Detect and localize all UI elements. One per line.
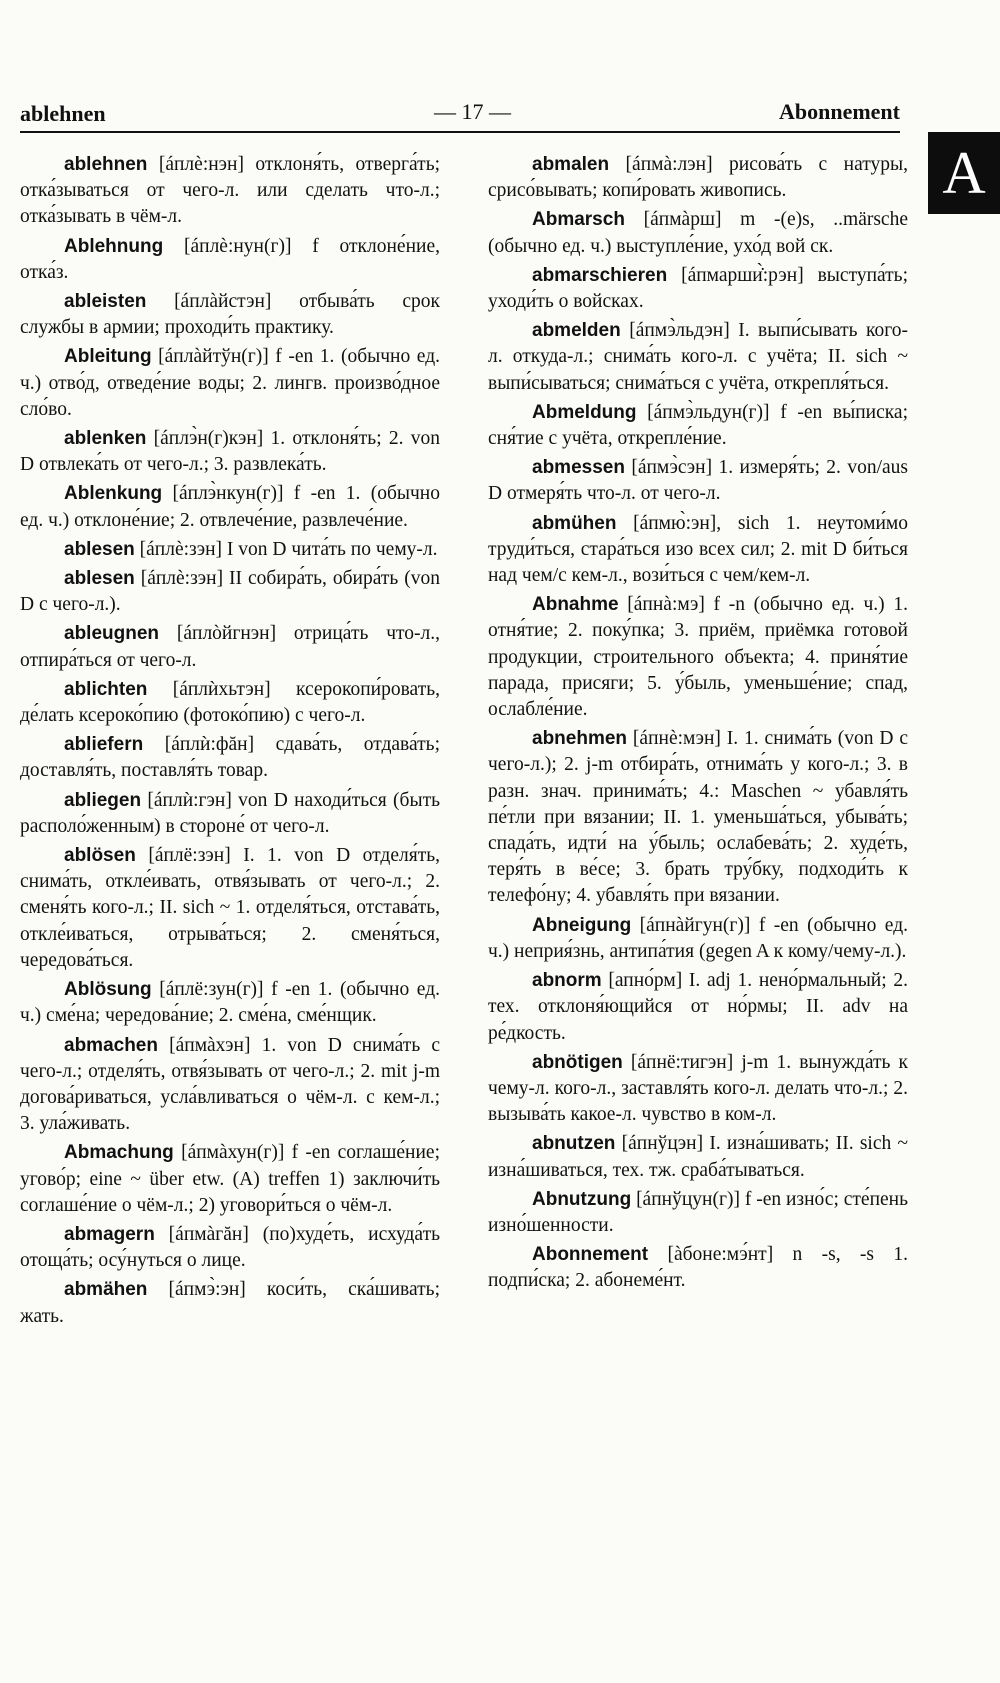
entry-headword: abmagern [64,1223,155,1245]
entry-headword: Ablenkung [64,483,163,505]
entry-definition: [àбоне:мэ́нт] n -s, -s 1. подпи́ска; 2. абонеме́нт. [488,1244,908,1292]
dictionary-entry [20,677,440,729]
entry-headword: abmähen [64,1279,148,1301]
entry-headword: abmarschieren [532,264,668,286]
dictionary-entry [20,566,440,618]
left-column [20,152,440,1333]
entry-definition: [áплàйстэн] отбыва́ть срок службы в армии; проходи́ть практику. [20,291,440,339]
entry-definition: [áплэ̀нкун(г)] f -en 1. (обычно ед. ч.) отклоне́ние; 2. отвлече́ние, развлече́ние. [20,483,440,531]
entry-definition: [áпмà:лэн] рисова́ть с натуры, срисо́вывать; копи́ровать живопись. [488,154,908,202]
dictionary-entry [488,207,908,259]
dictionary-entry [20,152,440,231]
entry-definition: [áпмэ̀льдэн] I. выпи́сывать кого-л. откуда-л.; снима́ть кого-л. с учёта; II. sich ~ выпи́сываться; снима́ться с учёта, открепля́ться. [488,320,908,394]
entry-headword: abnorm [532,970,602,992]
entry-definition: [áпнà:мэ] f -n (обычно ед. ч.) 1. отня́тие; 2. поку́пка; 3. приём, приёмка готовой продукции, строительного объекта; 4. приня́тие парада, присяги; 5. у́быль, уменьше́ние; спад, ослабле́ние. [488,594,908,721]
header-right-guideword: Abonnement [778,99,900,124]
entry-headword: Abneigung [532,914,632,936]
entry-definition: [áпмàхун(г)] f -en соглаше́ние; угово́р; eine ~ über etw. (A) treffen 1) заключи́ть соглаше́ние о чём-л.; 2) уговори́ться о чём-л. [20,1142,440,1216]
entry-definition: [áпмàрш] m -(e)s, ..märsche (обычно ед. ч.) выступле́ние, ухо́д вой ск. [488,209,908,257]
entry-definition: [áпмю̀:эн], sich 1. неутоми́мо труди́ться, стара́ться изо всех сил; 2. mit D би́ться над чем/с кем-л., вози́ться с чем/кем-л. [488,512,908,587]
letter-thumb-tab: A [928,132,1000,214]
dictionary-entry [20,1140,440,1219]
right-column [488,152,908,1298]
dictionary-entry [20,621,440,673]
dictionary-entry [488,263,908,315]
entry-headword: abmachen [64,1034,158,1056]
entry-definition: [áплѝхьтэн] ксерокопи́ровать, де́лать ксероко́пию (фотоко́пию) с чего-л. [20,678,440,727]
entry-definition: [áплэ̀н(г)кэн] 1. отклоня́ть; 2. von D отвлека́ть от чего-л.; 3. развлека́ть. [20,428,440,476]
entry-definition: [áпнѐ:мэн] I. 1. снима́ть (von D с чего-л.); 2. j-m отбира́ть, отнима́ть у кого-л.; 3. в разн. знач. принима́ть; 4.: Maschen ~ убавля́ть пе́тли при вязании; II. 1. уменьша́ться, убыва́ть; спада́ть, идти́ на у́быль; ослабева́ть; 2. худе́ть, теря́ть в ве́се; 3. брать тру́бку, подходи́ть к телефо́ну; 4. убавля́ть при вязании. [488,728,908,907]
entry-headword: Abmarsch [532,209,625,231]
dictionary-entry [488,455,908,507]
dictionary-entry [20,537,440,563]
entry-definition: [áпнё:тигэн] j-m 1. вынужда́ть к чему-л. кого-л., заставля́ть кого-л. делать что-л.; 2. вызыва́ть какое-л. чувство в ком-л. [488,1051,908,1126]
running-header [20,95,900,129]
entry-definition: [áпмàгăн] (по)худе́ть, исхуда́ть отоща́ть; осу́нуться о лице. [20,1223,440,1272]
entry-headword: Ableitung [64,346,152,368]
dictionary-entry [488,592,908,723]
entry-definition: [áпнўцэн] I. изна́шивать; II. sich ~ изна́шиваться, тех. тж. сраба́тываться. [488,1133,908,1181]
entry-headword: abnehmen [532,728,628,750]
entry-headword: abmalen [532,154,610,175]
entry-headword: abliefern [64,734,144,756]
entry-definition: [áпмэ̀:эн] коси́ть, ска́шивать; жать. [20,1279,440,1327]
entry-definition: [апно́рм] I. adj 1. нено́рмальный; 2. тех. отклоня́ющийся от но́рмы; II. adv на ре́дкость. [488,970,908,1044]
dictionary-entry [488,726,908,909]
entry-headword: ablehnen [64,154,148,175]
entry-headword: Abnutzung [532,1188,632,1210]
entry-headword: abmelden [532,320,621,342]
entry-headword: ablesen [64,538,135,560]
dictionary-entry [20,1222,440,1274]
dictionary-entry [20,843,440,974]
entry-definition: [áпмэ̀сэн] 1. измеря́ть; 2. von/aus D отмеря́ть что-л. от чего-л. [488,457,908,505]
dictionary-entry [488,1050,908,1129]
entry-definition: [áпмàхэн] 1. von D снима́ть с чего-л.; отделя́ть, отвя́зывать от чего-л.; 2. mit j-m догова́риваться, усла́вливаться о чём-л. с кем-л.; 3. ула́живать. [20,1034,440,1135]
entry-headword: abliegen [64,789,142,811]
entry-definition: [áплё:зэн] I. 1. von D отделя́ть, снима́ть, откле́ивать, отвя́зывать от чего-л.; 2. сменя́ть кого-л.; II. sich ~ 1. отделя́ться, отстава́ть, откле́иваться, отрыва́ться; 2. сменя́ться, чередова́ться. [20,845,440,971]
dictionary-entry [20,234,440,286]
dictionary-entry [488,1187,908,1239]
entry-definition: [áплѐ:зэн] II собира́ть, обира́ть (von D с чего-л.). [20,568,440,616]
dictionary-entry [488,1242,908,1294]
entry-definition: [áплàйтўн(г)] f -en 1. (обычно ед. ч.) отво́д, отведе́ние воды; 2. лингв. произво́дное сло́во. [20,346,440,420]
entry-headword: ablesen [64,568,135,590]
dictionary-entry [488,400,908,452]
header-left-guideword: ablehnen [20,101,106,126]
entry-headword: abmühen [532,512,617,534]
dictionary-entry [20,426,440,478]
header-rule [20,131,900,133]
entry-headword: ablösen [64,845,136,867]
entry-headword: abnötigen [532,1051,623,1073]
entry-headword: abmessen [532,457,625,479]
dictionary-entry [488,913,908,965]
dictionary-entry [20,1033,440,1138]
entry-headword: ablenken [64,428,147,450]
entry-definition: [áплѐ:нун(г)] f отклоне́ние, отка́з. [20,235,440,283]
entry-definition: [áпмэ̀льдун(г)] f -en вы́писка; сня́тие с учёта, открепле́ние. [488,401,908,450]
entry-definition: [áплѐ:зэн] I von D чита́ть по чему-л. [134,538,438,560]
dictionary-entry [20,732,440,784]
entry-headword: ablichten [64,678,148,700]
entry-definition: [áпнàйгун(г)] f -en (обычно ед. ч.) неприя́знь, антипа́тия (gegen A к кому/чему-л.). [488,914,908,962]
entry-definition: [áплòйгнэн] отрица́ть что-л., отпира́ться от чего-л. [20,623,440,671]
entry-headword: Abonnement [532,1244,649,1266]
dictionary-entry [20,1277,440,1329]
entry-definition: [áпнўцун(г)] f -en изно́с; сте́пень изно́шенности. [488,1188,908,1236]
entry-definition: [áплѝ:фăн] сдава́ть, отдава́ть; доставля́ть, поставля́ть товар. [20,734,440,782]
dictionary-entry [20,481,440,533]
entry-headword: Abmeldung [532,401,637,423]
entry-definition: [áплѐ:нэн] отклоня́ть, отверга́ть; отка́зываться от чего-л. или сделать что-л.; отка́зывать в чём-л. [20,154,440,228]
entry-headword: Ablehnung [64,235,164,257]
entry-definition: [áплё:зун(г)] f -en 1. (обычно ед. ч.) сме́на; чередова́ние; 2. сме́на, сме́нщик. [20,979,440,1027]
entry-headword: Abnahme [532,594,619,616]
dictionary-entry [488,152,908,204]
dictionary-entry [488,318,908,397]
dictionary-entry [20,344,440,423]
entry-headword: ableugnen [64,623,160,645]
dictionary-entry [488,511,908,590]
dictionary-entry [20,977,440,1029]
entry-headword: Abmachung [64,1142,174,1164]
page-number: — 17 — [434,99,511,124]
entry-headword: abnutzen [532,1133,616,1155]
dictionary-entry [20,788,440,840]
entry-headword: ableisten [64,291,147,313]
dictionary-entry [488,1131,908,1183]
entry-definition: [áпмарши̇̀:рэн] выступа́ть; уходи́ть о войсках. [488,264,908,313]
entry-headword: Ablösung [64,979,152,1001]
dictionary-entry [488,968,908,1047]
entry-definition: [áплѝ:гэн] von D находи́ться (быть располо́женным) в стороне́ от чего-л. [20,789,440,837]
dictionary-entry [20,289,440,341]
